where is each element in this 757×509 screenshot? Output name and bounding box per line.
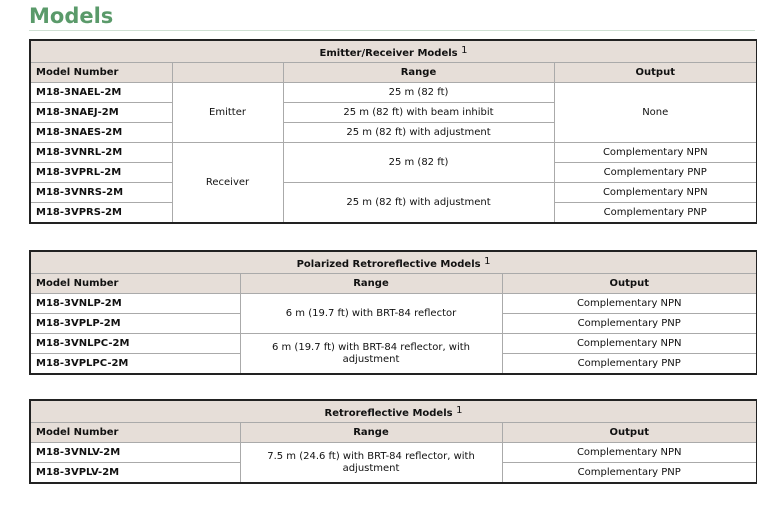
model-number-cell: M18-3VNLPC-2M — [30, 334, 240, 354]
caption-text: Retroreflective Models — [324, 407, 453, 419]
column-header-output: Output — [554, 63, 757, 83]
table-header-row — [30, 63, 757, 83]
column-header-range: Range — [240, 423, 502, 443]
column-header-output: Output — [502, 274, 757, 294]
table-row — [30, 443, 757, 463]
output-cell: Complementary PNP — [502, 314, 757, 334]
table-row — [30, 294, 757, 314]
caption-text: Emitter/Receiver Models — [319, 47, 458, 59]
column-header-model: Model Number — [30, 423, 240, 443]
range-cell: 6 m (19.7 ft) with BRT-84 reflector — [240, 294, 502, 334]
output-cell: Complementary NPN — [502, 334, 757, 354]
emitter-receiver-table — [29, 39, 757, 224]
table-caption — [30, 400, 757, 423]
table-caption-row — [30, 400, 757, 423]
table-header-row — [30, 274, 757, 294]
table-row — [30, 334, 757, 354]
range-cell: 7.5 m (24.6 ft) with BRT-84 reflector, with adjustment — [240, 443, 502, 484]
range-cell: 6 m (19.7 ft) with BRT-84 reflector, with adjustment — [240, 334, 502, 375]
model-number-cell: M18-3VPLPC-2M — [30, 354, 240, 375]
type-cell: Receiver — [172, 143, 283, 224]
model-number-cell: M18-3VPLV-2M — [30, 463, 240, 484]
output-cell: Complementary PNP — [554, 203, 757, 224]
polarized-retroreflective-table — [29, 250, 757, 375]
footnote-marker: 1 — [484, 255, 491, 267]
output-cell: Complementary PNP — [554, 163, 757, 183]
output-cell: Complementary PNP — [502, 354, 757, 375]
output-cell: Complementary PNP — [502, 463, 757, 484]
output-cell: None — [554, 83, 757, 143]
model-number-cell: M18-3NAES-2M — [30, 123, 172, 143]
model-number-cell: M18-3NAEJ-2M — [30, 103, 172, 123]
model-number-cell: M18-3VPRS-2M — [30, 203, 172, 224]
table-row — [30, 183, 757, 203]
model-number-cell: M18-3VPLP-2M — [30, 314, 240, 334]
table-caption-row — [30, 251, 757, 274]
model-number-cell: M18-3VNRL-2M — [30, 143, 172, 163]
retroreflective-table — [29, 399, 757, 484]
model-number-cell: M18-3VNLV-2M — [30, 443, 240, 463]
page-title: Models — [29, 4, 114, 28]
table-header-row — [30, 423, 757, 443]
range-cell: 25 m (82 ft) with beam inhibit — [283, 103, 554, 123]
range-cell: 25 m (82 ft) — [283, 143, 554, 183]
column-header-type — [172, 63, 283, 83]
column-header-model: Model Number — [30, 63, 172, 83]
caption-text: Polarized Retroreflective Models — [296, 258, 481, 270]
footnote-marker: 1 — [456, 404, 463, 416]
table-caption-row — [30, 40, 757, 63]
range-cell: 25 m (82 ft) — [283, 83, 554, 103]
output-cell: Complementary NPN — [502, 443, 757, 463]
table-caption — [30, 40, 757, 63]
range-cell: 25 m (82 ft) with adjustment — [283, 183, 554, 224]
model-number-cell: M18-3VNLP-2M — [30, 294, 240, 314]
column-header-model: Model Number — [30, 274, 240, 294]
table-row — [30, 83, 757, 103]
range-cell: 25 m (82 ft) with adjustment — [283, 123, 554, 143]
output-cell: Complementary NPN — [502, 294, 757, 314]
model-number-cell: M18-3VPRL-2M — [30, 163, 172, 183]
column-header-output: Output — [502, 423, 757, 443]
output-cell: Complementary NPN — [554, 183, 757, 203]
footnote-marker: 1 — [461, 44, 468, 56]
table-caption — [30, 251, 757, 274]
table-row — [30, 143, 757, 163]
model-number-cell: M18-3VNRS-2M — [30, 183, 172, 203]
output-cell: Complementary NPN — [554, 143, 757, 163]
column-header-range: Range — [240, 274, 502, 294]
title-divider — [29, 30, 755, 31]
column-header-range: Range — [283, 63, 554, 83]
model-number-cell: M18-3NAEL-2M — [30, 83, 172, 103]
type-cell: Emitter — [172, 83, 283, 143]
